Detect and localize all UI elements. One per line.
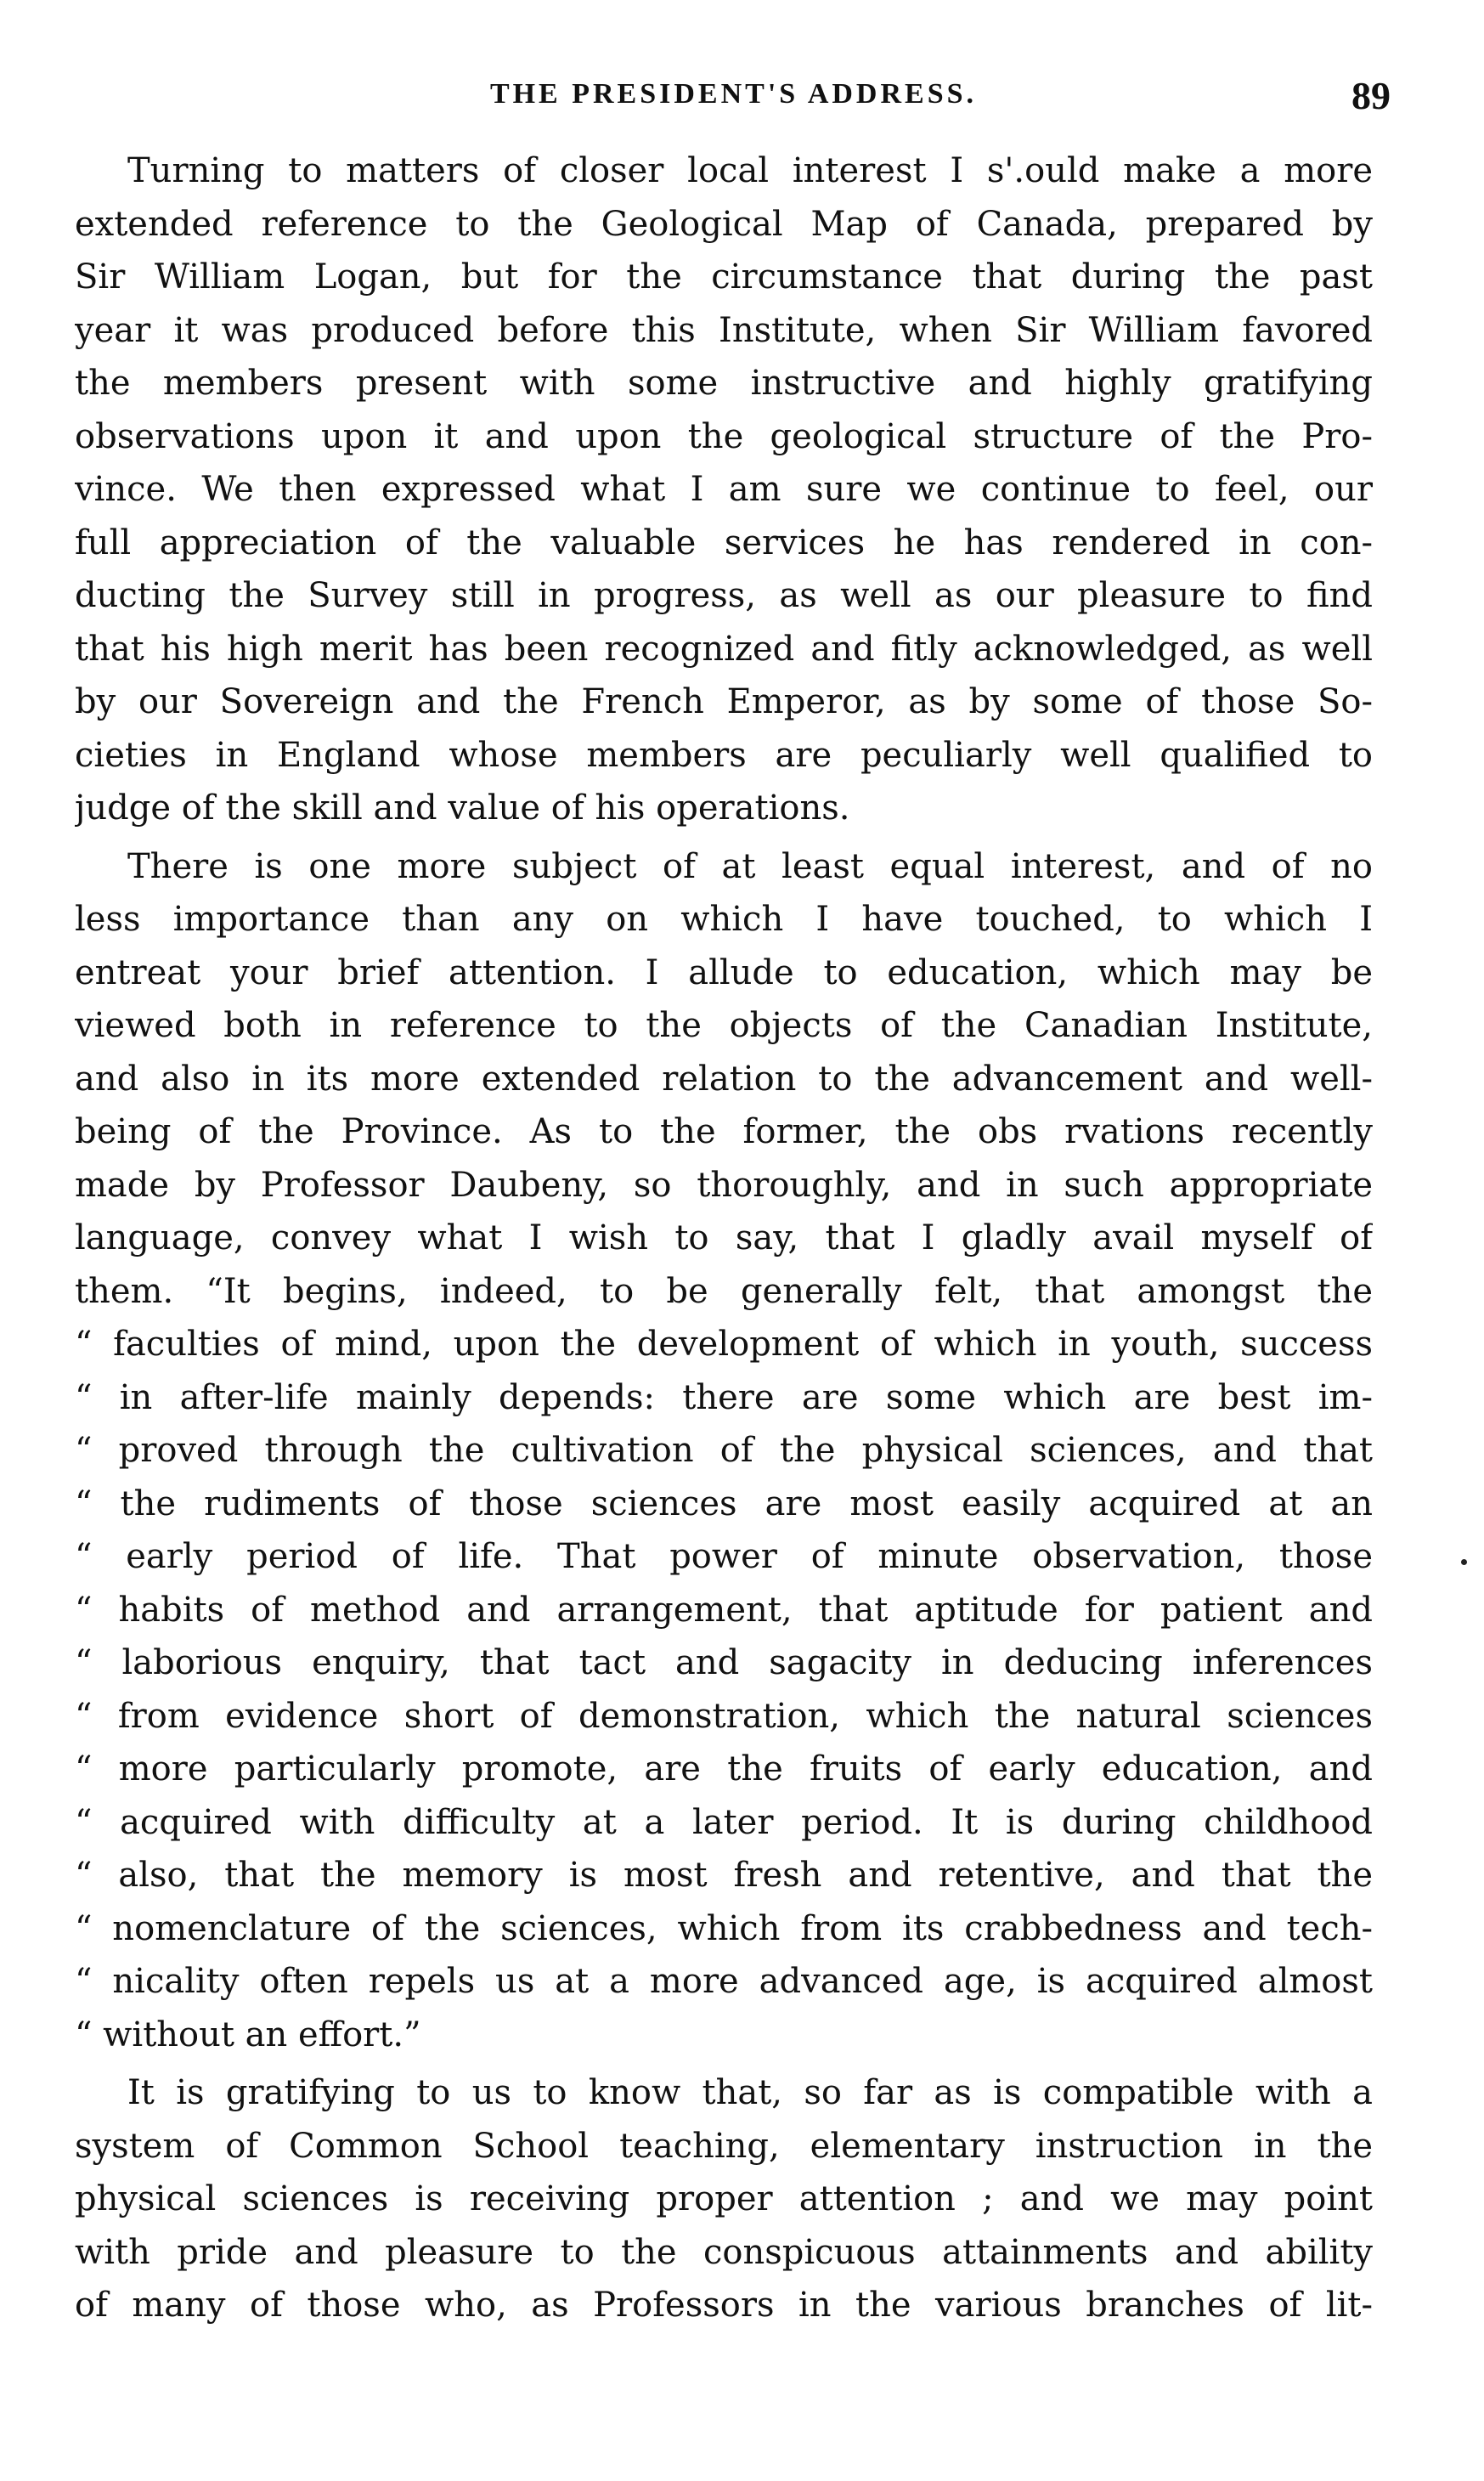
text-line: and also in its more extended relation to the advancement and well- (75, 1059, 1373, 1099)
text-line: There is one more subject of at least equal interest, and of no (127, 846, 1373, 886)
text-line: It is gratifying to us to know that, so far as is compatible with a (127, 2073, 1373, 2112)
text-line: judge of the skill and value of his operations. (75, 788, 850, 828)
text-line: less importance than any on which I have touched, to which I (75, 900, 1373, 939)
text-line: physical sciences is receiving proper attention ; and we may point (75, 2179, 1373, 2218)
text-line: full appreciation of the valuable services he has rendered in con- (75, 523, 1373, 562)
page-number: 89 (1351, 74, 1391, 117)
text-line: of many of those who, as Professors in the various branches of lit- (75, 2286, 1373, 2325)
paragraph (75, 2066, 1373, 2332)
text-line: being of the Province. As to the former, the obs rvations recently (75, 1112, 1373, 1151)
text-line: “ more particularly promote, are the fruits of early education, and (75, 1749, 1373, 1789)
text-line: “ acquired with difficulty at a later period. It is during childhood (75, 1802, 1373, 1842)
text-line: viewed both in reference to the objects of the Canadian Institute, (75, 1006, 1373, 1045)
text-line: year it was produced before this Institute, when Sir William favored (75, 310, 1373, 350)
text-line: ducting the Survey still in progress, as well as our pleasure to find (75, 576, 1373, 615)
paragraph (75, 144, 1373, 835)
text-line: Sir William Logan, but for the circumstance that during the past (75, 257, 1373, 297)
text-line: “ nicality often repels us at a more advanced age, is acquired almost (75, 1962, 1373, 2001)
text-line: “ habits of method and arrangement, that aptitude for patient and (75, 1590, 1373, 1630)
text-line: with pride and pleasure to the conspicuous attainments and ability (75, 2232, 1373, 2272)
text-line: “ in after-life mainly depends: there are some which are best im- (75, 1377, 1373, 1417)
running-header (76, 74, 1391, 129)
text-line: “ the rudiments of those sciences are most easily acquired at an (75, 1484, 1373, 1523)
text-line: by our Sovereign and the French Emperor, as by some of those So- (75, 682, 1373, 721)
text-line: entreat your brief attention. I allude to education, which may be (75, 952, 1373, 992)
text-line: observations upon it and upon the geological structure of the Pro- (75, 416, 1373, 456)
text-line: “ also, that the memory is most fresh and retentive, and that the (75, 1856, 1373, 1895)
text-line: “ faculties of mind, upon the development of which in youth, success (75, 1325, 1373, 1364)
running-title: THE PRESIDENT'S ADDRESS. (489, 78, 978, 110)
text-line: “ early period of life. That power of minute observation, those (75, 1537, 1373, 1576)
text-line: language, convey what I wish to say, that I gladly avail myself of (75, 1218, 1373, 1257)
text-line: “ without an effort.” (75, 2015, 421, 2054)
paragraph (75, 840, 1373, 2062)
text-line: that his high merit has been recognized and fitly acknowledged, as well (75, 629, 1373, 669)
text-line: “ proved through the cultivation of the physical sciences, and that (75, 1431, 1373, 1470)
text-line: extended reference to the Geological Map of Canada, prepared by (75, 204, 1373, 244)
text-line: the members present with some instructive and highly gratifying (75, 364, 1373, 403)
text-line: cieties in England whose members are peculiarly well qualified to (75, 735, 1373, 775)
text-line: “ from evidence short of demonstration, which the natural sciences (75, 1696, 1373, 1736)
body-text (75, 144, 1373, 2332)
text-line: “ laborious enquiry, that tact and sagacity in deducing inferences (75, 1643, 1373, 1682)
text-line: Turning to matters of closer local interest I s'.ould make a more (127, 151, 1373, 190)
text-line: system of Common School teaching, elementary instruction in the (75, 2126, 1373, 2166)
text-line: made by Professor Daubeny, so thoroughly, and in such appropriate (75, 1165, 1373, 1205)
text-line: “ nomenclature of the sciences, which from its crabbedness and tech- (75, 1908, 1373, 1948)
text-line: them. “It begins, indeed, to be generally felt, that amongst the (75, 1271, 1373, 1311)
ink-speck (1461, 1559, 1467, 1565)
text-line: vince. We then expressed what I am sure we continue to feel, our (75, 470, 1373, 509)
